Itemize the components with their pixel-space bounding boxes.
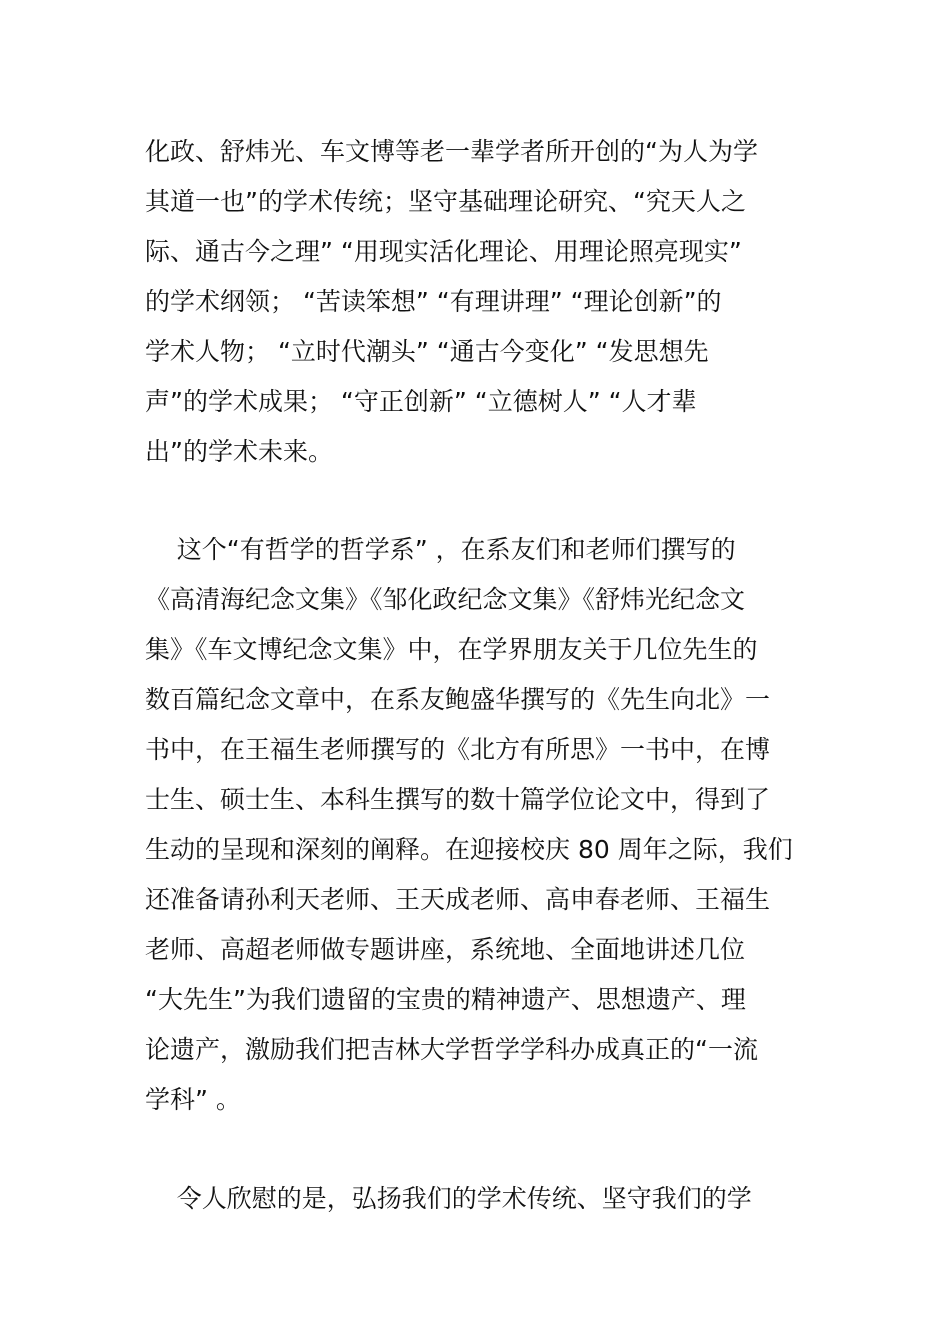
paragraph-line: 老师、高超老师做专题讲座，系统地、全面地讲述几位 (145, 935, 746, 964)
paragraph-1 (145, 127, 810, 477)
paragraph-line: 论遗产，激励我们把吉林大学哲学学科办成真正的“一流 (145, 1035, 758, 1064)
paragraph-line: 数百篇纪念文章中，在系友鲍盛华撰写的《先生向北》一 (145, 685, 771, 714)
paragraph-line: 化政、舒炜光、车文博等老一辈学者所开创的“为人为学 (145, 137, 758, 166)
paragraph-line: 集》《车文博纪念文集》中，在学界朋友关于几位先生的 (145, 635, 758, 664)
paragraph-2 (145, 525, 810, 1125)
paragraph-line: 学科” 。 (145, 1085, 241, 1114)
paragraph-line: 际、通古今之理” “用现实活化理论、用理论照亮现实” (145, 237, 742, 266)
paragraph-line: 出”的学术未来。 (145, 437, 333, 466)
paragraph-line: 士生、硕士生、本科生撰写的数十篇学位论文中，得到了 (145, 785, 771, 814)
paragraph-line: “大先生”为我们遗留的宝贵的精神遗产、思想遗产、理 (145, 985, 746, 1014)
paragraph-line: 其道一也”的学术传统；坚守基础理论研究、“究天人之 (145, 187, 746, 216)
paragraph-3 (145, 1174, 810, 1224)
paragraph-line: 生动的呈现和深刻的阐释。在迎接校庆 80 周年之际，我们 (145, 835, 793, 864)
paragraph-line: 声”的学术成果； “守正创新” “立德树人” “人才辈 (145, 387, 697, 416)
paragraph-line: 的学术纲领； “苦读笨想” “有理讲理” “理论创新”的 (145, 287, 722, 316)
paragraph-line: 书中，在王福生老师撰写的《北方有所思》一书中，在博 (145, 735, 771, 764)
paragraph-line: 还准备请孙利天老师、王天成老师、高申春老师、王福生 (145, 885, 771, 914)
paragraph-line: 《高清海纪念文集》《邹化政纪念文集》《舒炜光纪念文 (145, 585, 746, 614)
paragraph-line: 学术人物； “立时代潮头” “通古今变化” “发思想先 (145, 337, 709, 366)
paragraph-line: 令人欣慰的是，弘扬我们的学术传统、坚守我们的学 (145, 1184, 752, 1213)
paragraph-line: 这个“有哲学的哲学系” ，在系友们和老师们撰写的 (145, 535, 736, 564)
